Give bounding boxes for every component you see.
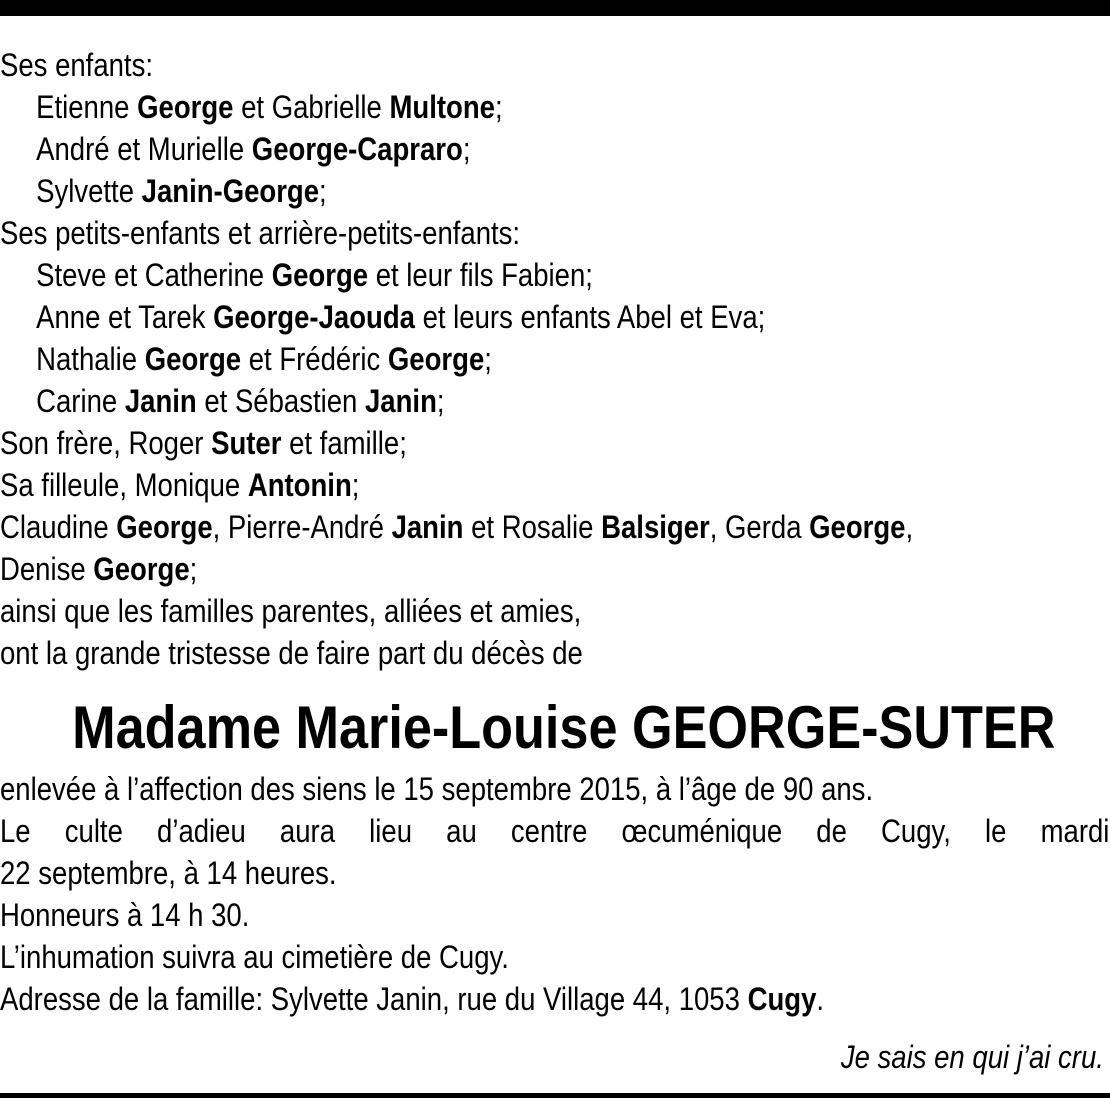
deceased-name: Madame Marie-Louise GEORGE-SUTER [72,694,1056,761]
text: Son frère, Roger [0,425,212,461]
text: et leurs enfants Abel et Eva; [414,299,766,335]
surname: George [144,341,242,377]
address-line [0,978,955,1020]
surname: Janin-George [141,173,320,209]
text: ; [319,173,327,209]
text: . [816,981,825,1017]
text: et Frédéric [241,341,388,377]
surname: George [387,341,485,377]
text: Sa filleule, Monique [0,467,248,503]
surname: George [93,551,190,587]
text: , Gerda [709,509,810,545]
text: ; [462,131,471,167]
surname: Antonin [247,467,352,503]
grandchild-line-1 [0,254,955,296]
child-line-3 [0,170,955,212]
text: ; [484,341,492,377]
surname: George-Capraro [251,131,463,167]
text: et leur fils Fabien; [368,257,593,293]
child-line-1 [0,86,955,128]
text: Denise [0,551,94,587]
relatives-line-2 [0,548,955,590]
word: mardi [1040,813,1110,849]
surname: Janin [391,509,464,545]
text: , [905,509,914,545]
word: Cugy, [881,813,951,849]
families-line: ainsi que les familles parentes, alliées et amies, [0,593,582,629]
details [0,768,1110,1020]
surname: Suter [211,425,282,461]
surname: Balsiger [601,509,710,545]
family-list [0,44,1110,674]
grandchildren-heading: Ses petits-enfants et arrière-petits-enfants: [0,215,521,251]
top-rule [0,0,1110,16]
announcement-line: ont la grande tristesse de faire part du décès de [0,635,583,671]
relatives-line-1 [0,506,955,548]
text: Etienne [36,89,138,125]
word: d’adieu [157,813,246,849]
grandchild-line-2 [0,296,955,338]
word: culte [64,813,123,849]
surname: George [809,509,906,545]
word: au [446,813,477,849]
text: et Gabrielle [233,89,390,125]
surname: Multone [389,89,495,125]
text: Steve et Catherine [36,257,272,293]
burial-line: L’inhumation suivra au cimetière de Cugy. [0,939,509,975]
text: Carine [36,383,125,419]
word: lieu [369,813,412,849]
text: Sylvette [36,173,142,209]
brother-line [0,422,955,464]
text: André et Murielle [36,131,252,167]
service-line-1 [0,810,1109,852]
town: Cugy [747,981,817,1017]
surname: George-Jaouda [213,299,415,335]
text: , Pierre-André [212,509,392,545]
text: Claudine [0,509,117,545]
surname: George [116,509,213,545]
text: Adresse de la famille: Sylvette Janin, rue du Village 44, 1053 [0,981,748,1017]
word: le [985,813,1007,849]
surname: Janin [365,383,437,419]
word: aura [279,813,336,849]
service-line-2: 22 septembre, à 14 heures. [0,855,337,891]
text: Nathalie [36,341,145,377]
grandchild-line-3 [0,338,955,380]
text: et famille; [281,425,407,461]
text: ; [494,89,503,125]
children-heading: Ses enfants: [0,47,153,83]
text: et Sébastien [196,383,366,419]
word: centre [510,813,588,849]
passing-line: enlevée à l’affection des siens le 15 septembre 2015, à l’âge de 90 ans. [0,771,874,807]
surname: George [137,89,234,125]
bottom-rule [0,1093,1110,1098]
word: de [816,813,847,849]
text: ; [351,467,360,503]
text: ; [436,383,445,419]
surname: Janin [124,383,197,419]
grandchild-line-4 [0,380,955,422]
word: Le [0,813,31,849]
motto: Je sais en qui j’ai cru. [840,1039,1104,1075]
child-line-2 [0,128,955,170]
text: Anne et Tarek [36,299,214,335]
text: ; [189,551,198,587]
word: œcuménique [621,813,783,849]
surname: George [271,257,369,293]
honours-line: Honneurs à 14 h 30. [0,897,250,933]
text: et Rosalie [463,509,602,545]
goddaughter-line [0,464,955,506]
